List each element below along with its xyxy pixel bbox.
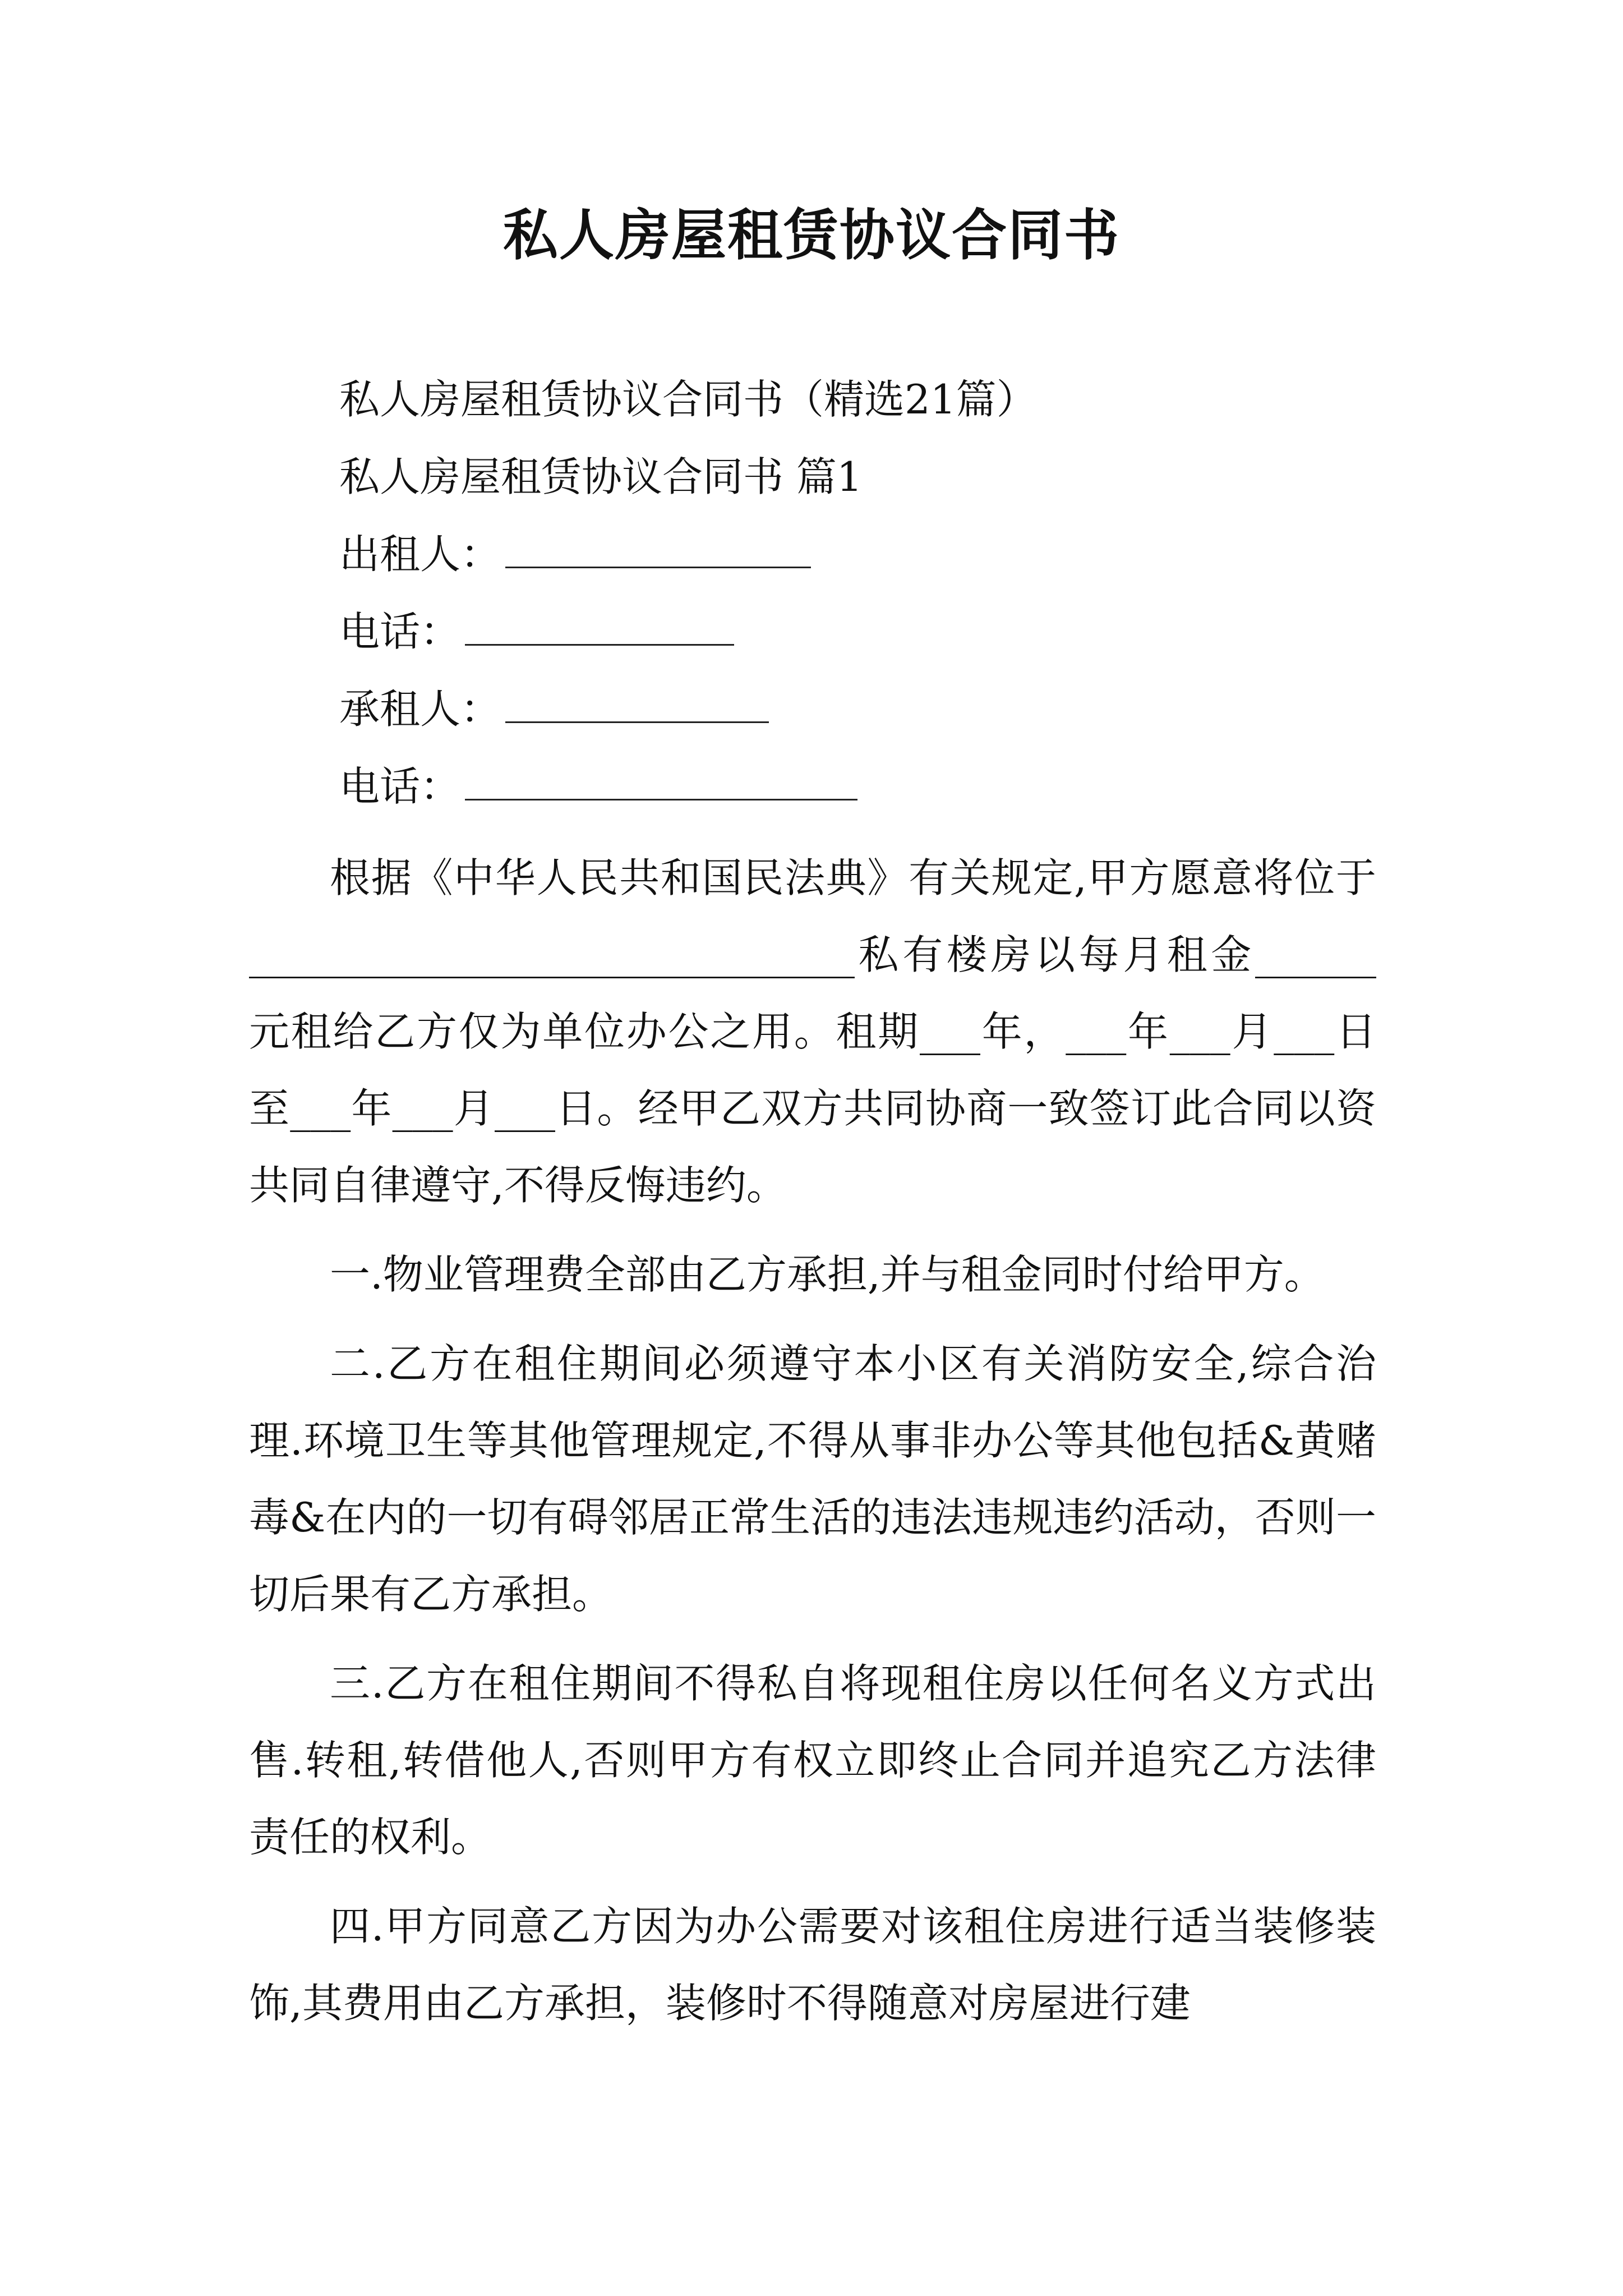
lessor-blank xyxy=(505,530,811,568)
contract-body xyxy=(249,840,1376,2042)
document-subtitle: 私人房屋租赁协议合同书（精选21篇） xyxy=(339,376,1037,423)
lessor-field xyxy=(339,526,811,582)
lessee-phone-label: 电话： xyxy=(339,763,461,810)
document-title: 私人房屋租赁协议合同书 xyxy=(502,204,1120,268)
clause-1-paragraph: 一.物业管理费全部由乙方承担,并与租金同时付给甲方。 xyxy=(330,1251,1325,1298)
lessor-phone-field xyxy=(339,604,734,660)
lessee-blank xyxy=(505,684,769,723)
lessor-label: 出租人： xyxy=(339,531,501,578)
lessee-label: 承租人： xyxy=(339,685,501,733)
clause-3-paragraph: 三.乙方在租住期间不得私自将现租住房以任何名义方式出售.转租,转借他人,否则甲方有权立即终止合同并追究乙方法律责任的权利。 xyxy=(249,1660,1376,1861)
lessor-phone-label: 电话： xyxy=(339,608,461,655)
lessee-phone-blank xyxy=(465,762,857,800)
section-heading: 私人房屋租赁协议合同书 篇1 xyxy=(339,453,863,500)
lessor-phone-blank xyxy=(465,607,734,646)
lessee-phone-field xyxy=(339,758,857,815)
clause-2-paragraph: 二.乙方在租住期间必须遵守本小区有关消防安全,综合治理.环境卫生等其他管理规定,不得从事非办公等其他包括&黄赌毒&在内的一切有碍邻居正常生活的违法违规违约活动，否则一切后果有乙方承担。 xyxy=(249,1340,1376,1618)
contract-intro-paragraph: 根据《中华人民共和国民法典》有关规定,甲方愿意将位于______________________________私有楼房以每月租金______元租给乙方仅为单位办公之用。租期___年，___年___月___日至___年___月___日。经甲乙双方共同协商一致签订此合同以资共同自律遵守,不得反悔违约。 xyxy=(249,854,1376,1209)
lessee-field xyxy=(339,681,769,737)
clause-4-paragraph: 四.甲方同意乙方因为办公需要对该租住房进行适当装修装饰,其费用由乙方承担，装修时不得随意对房屋进行建 xyxy=(249,1903,1376,2027)
